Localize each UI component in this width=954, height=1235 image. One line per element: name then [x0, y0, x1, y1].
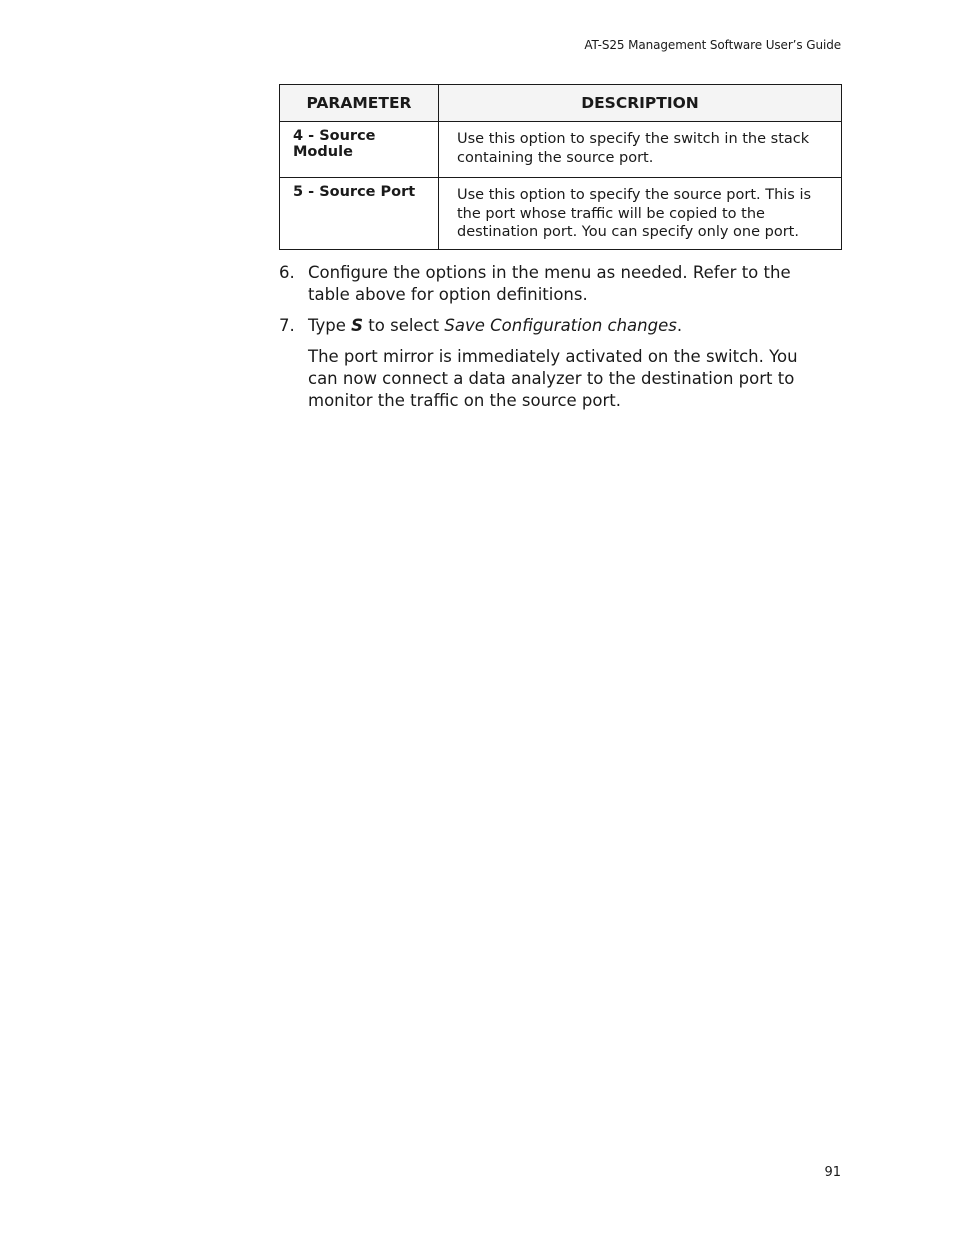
step-text-before: Type: [308, 316, 352, 335]
step-number: 7.: [279, 316, 295, 335]
description-cell: Use this option to specify the switch in the stack containing the source port.: [439, 122, 842, 178]
step-text-after: .: [676, 316, 683, 335]
step-number: 6.: [279, 263, 295, 282]
step-text-middle: to select: [363, 316, 445, 335]
command-key: S: [351, 316, 364, 335]
column-header-description: DESCRIPTION: [439, 85, 842, 122]
page-number: 91: [824, 1165, 841, 1180]
step-text: Configure the options in the menu as needed. Refer to the table above for option definitions.: [308, 263, 791, 304]
table-row: [280, 122, 842, 178]
table-header-row: [280, 85, 842, 122]
menu-option-name: Save Configuration changes: [444, 316, 677, 335]
procedure-steps: [279, 262, 819, 412]
description-cell: Use this option to specify the source port. This is the port whose traffic will be copied to the destination port. You can specify only one port.: [439, 178, 842, 250]
parameter-cell: 4 - Source Module: [280, 122, 439, 178]
table-row: [280, 178, 842, 250]
step-6: [279, 262, 819, 306]
step-7: [279, 315, 819, 337]
step-followup-paragraph: The port mirror is immediately activated on the switch. You can now connect a data analyzer to the destination port to monitor the traffic on the source port.: [308, 347, 798, 410]
column-header-parameter: PARAMETER: [280, 85, 439, 122]
parameter-cell: 5 - Source Port: [280, 178, 439, 250]
parameter-table: [279, 84, 842, 250]
running-header: AT-S25 Management Software User’s Guide: [584, 38, 841, 52]
